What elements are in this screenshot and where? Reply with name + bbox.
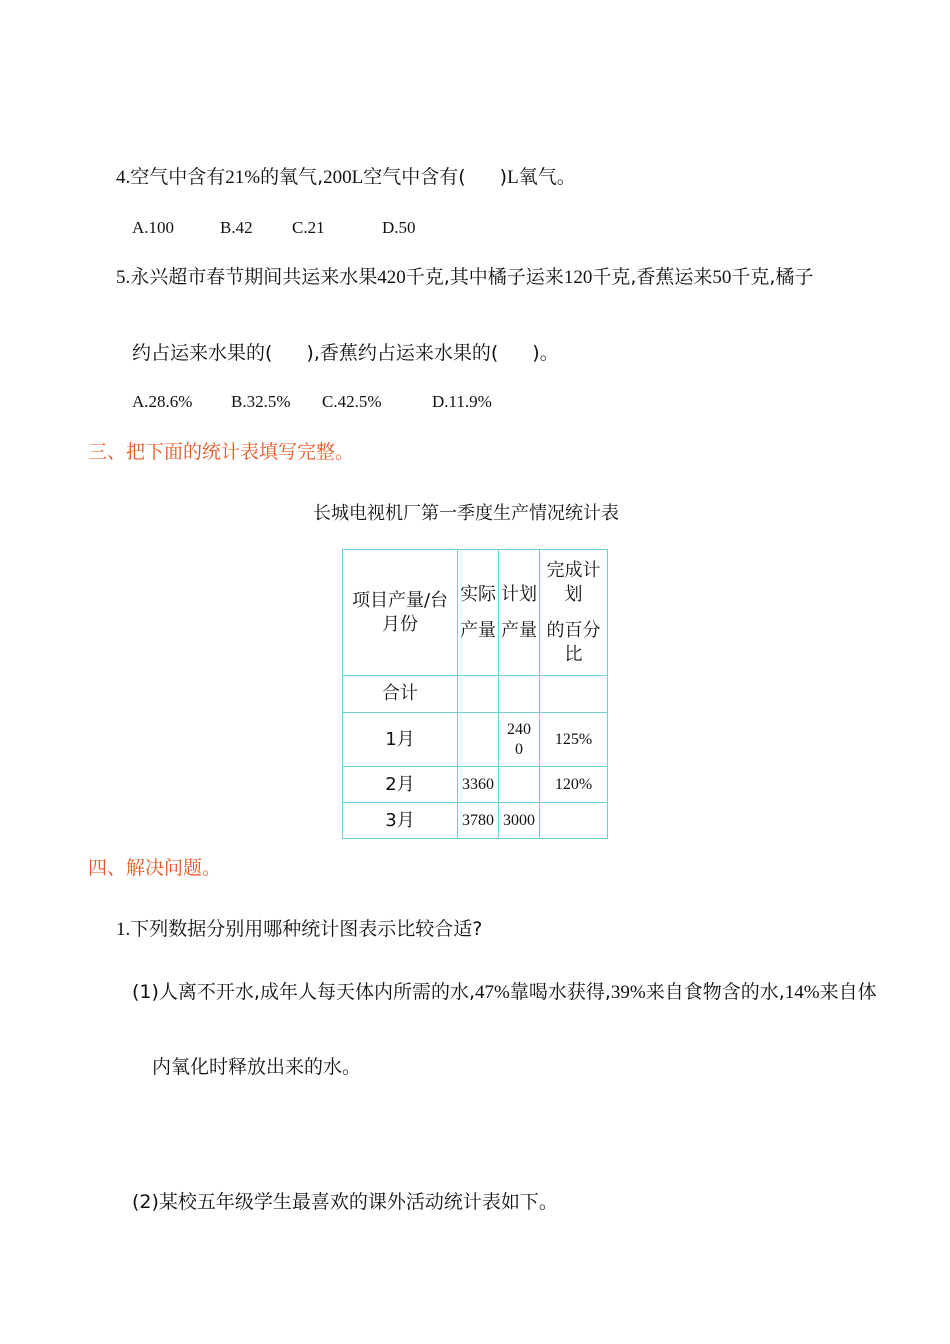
month-cell: 2月 [343, 767, 458, 803]
question-5-line2: 约占运来水果的( ),香蕉约占运来水果的( )。 [132, 342, 559, 364]
actual-cell: 3360 [458, 767, 499, 803]
table-row [343, 713, 608, 767]
problem-1-sub1-line1: (1)人离不开水,成年人每天体内所需的水,47%靠喝水获得,39%来自食物含的水,14%来自体 [132, 981, 877, 1003]
q4-option-d[interactable]: D.50 [382, 218, 416, 237]
actual-cell[interactable] [458, 713, 499, 767]
header-percent-cell: 完成计 划 的百分 比 [540, 550, 608, 676]
table-row [343, 803, 608, 839]
month-cell: 1月 [343, 713, 458, 767]
table-title: 长城电视机厂第一季度生产情况统计表 [313, 503, 619, 524]
problem-1-sub1-line2: 内氧化时释放出来的水。 [152, 1056, 362, 1078]
actual-cell[interactable] [458, 676, 499, 713]
month-cell: 3月 [343, 803, 458, 839]
q4-option-b[interactable]: B.42 [220, 218, 253, 237]
actual-cell: 3780 [458, 803, 499, 839]
percent-cell[interactable] [540, 803, 608, 839]
q4-number: 4. [116, 167, 131, 188]
statistics-table [342, 549, 608, 839]
percent-cell: 125% [540, 713, 608, 767]
section-4-heading: 四、解决问题。 [88, 857, 222, 879]
header-month-cell: 项目产量/台 月份 [343, 550, 458, 676]
plan-cell[interactable] [499, 767, 540, 803]
plan-cell: 3000 [499, 803, 540, 839]
q5-option-b[interactable]: B.32.5% [231, 392, 291, 411]
percent-cell: 120% [540, 767, 608, 803]
month-cell: 合计 [343, 676, 458, 713]
header-plan-cell: 计划 产量 [499, 550, 540, 676]
q4-option-c[interactable]: C.21 [292, 218, 325, 237]
q4-option-a[interactable]: A.100 [132, 218, 175, 237]
table-row [343, 676, 608, 713]
question-4: 4.空气中含有21%的氧气,200L空气中含有( )L氧气。 [116, 166, 576, 188]
q5-option-d[interactable]: D.11.9% [432, 392, 492, 411]
section-3-heading: 三、把下面的统计表填写完整。 [88, 441, 355, 463]
plan-cell: 240 0 [499, 713, 540, 767]
q5-number: 5. [116, 267, 131, 288]
problem-1-question: 1.下列数据分别用哪种统计图表示比较合适? [116, 918, 483, 940]
q4-text: 空气中含有 [130, 166, 226, 188]
q5-option-a[interactable]: A.28.6% [132, 392, 193, 411]
question-5-line1: 5.永兴超市春节期间共运来水果420千克,其中橘子运来120千克,香蕉运来50千克,橘子 [116, 266, 814, 288]
percent-cell[interactable] [540, 676, 608, 713]
table-row [343, 767, 608, 803]
header-actual-cell: 实际 产量 [458, 550, 499, 676]
problem-1-sub2: (2)某校五年级学生最喜欢的课外活动统计表如下。 [132, 1191, 558, 1213]
plan-cell[interactable] [499, 676, 540, 713]
table-header-row [343, 550, 608, 676]
q5-option-c[interactable]: C.42.5% [322, 392, 382, 411]
